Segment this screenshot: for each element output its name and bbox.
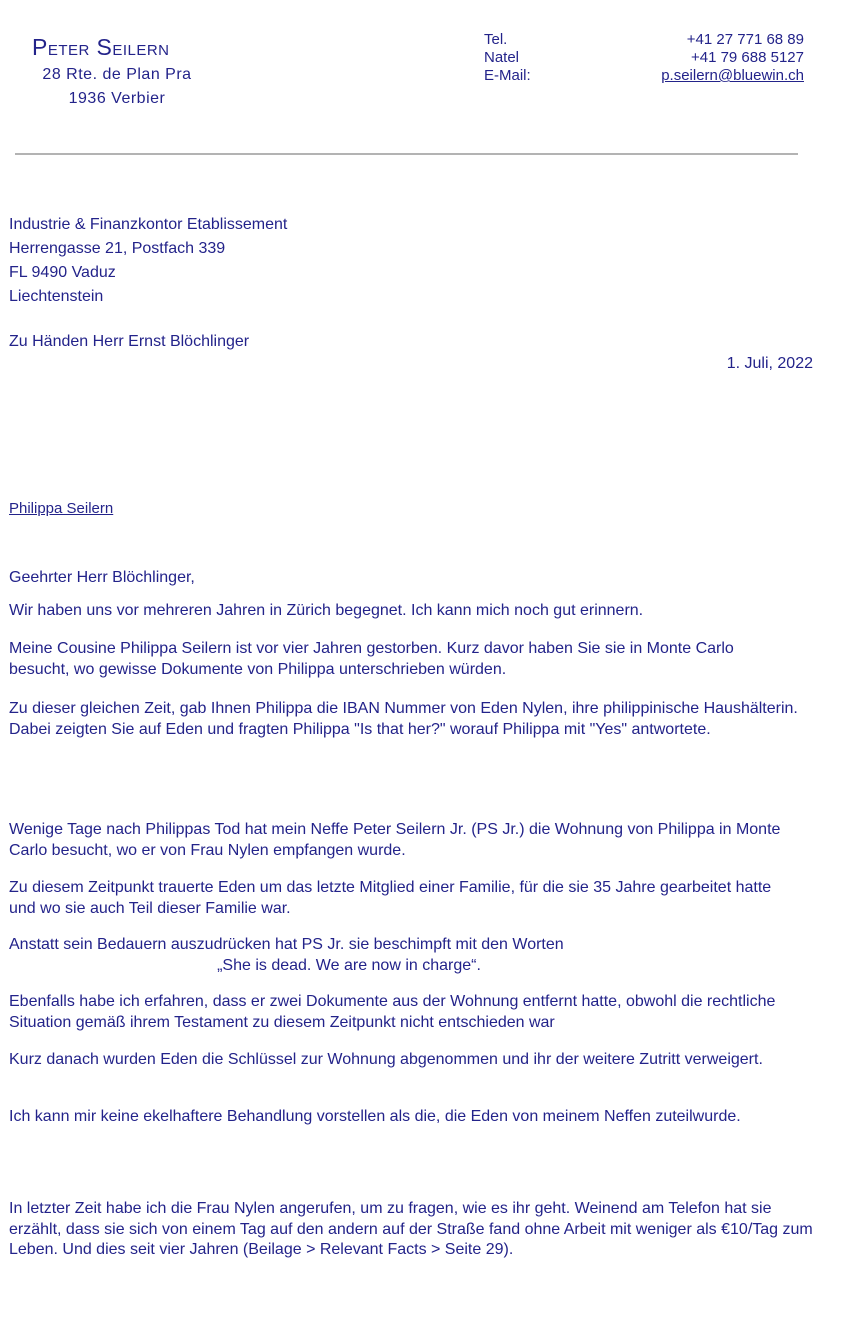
- sender-street: 28 Rte. de Plan Pra: [42, 66, 192, 83]
- paragraph-5-text: Zu diesem Zeitpunkt trauerte Eden um das letzte Mitglied einer Familie, für die sie 35 Jahre gearbeitet hatte und wo sie auch Teil dieser Familie war.: [9, 879, 772, 917]
- paragraph-4-text: Wenige Tage nach Philippas Tod hat mein Neffe Peter Seilern Jr. (PS Jr.) die Wohnung von Philippa in Monte Carlo besucht, wo er von Frau Nylen empfangen wurde.: [9, 821, 781, 859]
- recipient-line-4: Liechtenstein: [9, 288, 104, 305]
- email-link[interactable]: p.seilern@bluewin.ch: [661, 67, 804, 84]
- sender-name-first: eter: [47, 35, 90, 60]
- salutation-text: Geehrter Herr Blöchlinger,: [9, 569, 195, 586]
- paragraph-9-text: Ich kann mir keine ekelhaftere Behandlung vorstellen als die, die Eden von meinem Neffen zuteilwurde.: [9, 1108, 741, 1125]
- sender-name-initial-first: P: [32, 34, 48, 60]
- paragraph-2-text: Meine Cousine Philippa Seilern ist vor vier Jahren gestorben. Kurz davor haben Sie sie in Monte Carlo besucht, wo gewisse Dokumente von Philippa unterschrieben würden.: [9, 640, 734, 678]
- paragraph-3-text: Zu dieser gleichen Zeit, gab Ihnen Philippa die IBAN Nummer von Eden Nylen, ihre philippinische Haushälterin. Dabei zeigten Sie auf Eden und fragten Philippa "Is that her?" worauf Philippa mit "Yes" antwortete.: [9, 700, 798, 738]
- sender-name: [32, 34, 170, 61]
- paragraph-10-text: In letzter Zeit habe ich die Frau Nylen angerufen, um zu fragen, wie es ihr geht. Weinend am Telefon hat sie erzählt, dass sie sich von einem Tag auf den andern auf der Straße fand ohne Arbeit mit weniger als €10/Tag zum Leben. Und dies seit vier Jahren (Beilage > Relevant Facts > Seite 29).: [9, 1200, 813, 1258]
- email-label: E-Mail:: [484, 67, 531, 84]
- letter-date: 1. Juli, 2022: [726, 355, 813, 372]
- paragraph-1: [9, 601, 819, 622]
- natel-value: +41 79 688 5127: [690, 49, 804, 66]
- tel-value: +41 27 771 68 89: [686, 31, 804, 48]
- paragraph-6: [9, 935, 819, 976]
- paragraph-3: [9, 699, 799, 740]
- paragraph-1-text: Wir haben uns vor mehreren Jahren in Zürich begegnet. Ich kann mich noch gut erinnern.: [9, 602, 644, 619]
- contact-values: [661, 31, 804, 85]
- sender-city: 1936 Verbier: [68, 90, 166, 107]
- recipient-address: [9, 213, 287, 309]
- paragraph-7: [9, 992, 799, 1033]
- sender-name-last: eilern: [112, 35, 170, 60]
- recipient-line-1: Industrie & Finanzkontor Etablissement: [9, 216, 288, 233]
- paragraph-6-quote: „She is dead. We are now in charge“.: [217, 956, 481, 974]
- paragraph-4: [9, 820, 799, 861]
- attention-line: Zu Händen Herr Ernst Blöchlinger: [9, 333, 250, 350]
- paragraph-8-text: Kurz danach wurden Eden die Schlüssel zur Wohnung abgenommen und ihr der weitere Zutritt verweigert.: [9, 1051, 763, 1068]
- paragraph-6-text: Anstatt sein Bedauern auszudrücken hat PS Jr. sie beschimpft mit den Worten: [9, 936, 564, 953]
- recipient-line-2: Herrengasse 21, Postfach 339: [9, 240, 226, 257]
- contact-labels: [484, 31, 531, 85]
- sender-name-initial-last: S: [96, 34, 113, 60]
- header-divider: [15, 153, 798, 155]
- natel-label: Natel: [484, 49, 520, 66]
- paragraph-10: [9, 1199, 824, 1261]
- recipient-line-3: FL 9490 Vaduz: [9, 264, 116, 281]
- paragraph-2: [9, 639, 779, 680]
- letter-subject: Philippa Seilern: [9, 500, 114, 517]
- paragraph-5: [9, 878, 799, 919]
- paragraph-7-text: Ebenfalls habe ich erfahren, dass er zwei Dokumente aus der Wohnung entfernt hatte, obwohl die rechtliche Situation gemäß ihrem Testament zu diesem Zeitpunkt nicht entschieden war: [9, 993, 776, 1031]
- tel-label: Tel.: [484, 31, 508, 48]
- paragraph-9: [9, 1107, 779, 1128]
- paragraph-8: [9, 1050, 799, 1071]
- salutation: [9, 568, 819, 589]
